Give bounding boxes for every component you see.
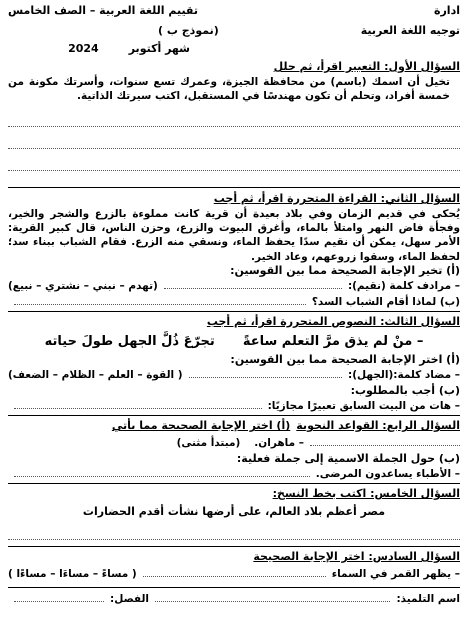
- q2-part-b-row: [8, 295, 460, 309]
- q4-convert-sentence: – الأطباء يساعدون المرضى.: [315, 468, 460, 481]
- q4-part-b: (ب) حول الجملة الاسمية إلى جملة فعلية:: [236, 452, 460, 466]
- q2-passage: يُحكى في قديم الزمان وفي بلاد بعيدة أن قرية كانت مملوءة بالزرع والشجر والخير، وفجأة فاض النهر وامتلأ بالماء، وأغرق البيوت والزرع، وحزن الناس، قال كبير القرية: الأمر سهل، يمكن أن نقيم سدًا يحفظ الماء، ونسقي منه الزرع. فقام الشباب ببناء سد؛ لحفظ الماء، وسقوا زروعهم، وعاد الخير.: [8, 208, 460, 263]
- q2-title: السؤال الثاني: القراءة المتحررة اقرأ، ثم أجب: [213, 192, 460, 206]
- answer-line[interactable]: [8, 528, 460, 540]
- q4-sentence: – ماهران.: [254, 437, 304, 450]
- figure-label: – هات من البيت السابق تعبيرًا مجازيًا:: [267, 400, 460, 413]
- divider: [8, 187, 460, 188]
- q3-antonym-row: [8, 368, 460, 382]
- q4-sentence-row: [8, 436, 460, 450]
- antonym-label: – مضاد كلمة:(الجهل):: [348, 369, 460, 382]
- figure-answer[interactable]: [14, 399, 262, 409]
- divider: [8, 587, 460, 588]
- q2-part-b: (ب) لماذا أقام الشباب السد؟: [311, 295, 460, 308]
- q3-part-b: (ب) أجب بالمطلوب:: [350, 384, 460, 398]
- header-top: [8, 4, 460, 20]
- q2-part-b-answer[interactable]: [14, 295, 306, 305]
- divider: [8, 311, 460, 312]
- admin-label: ادارة: [433, 4, 460, 17]
- q5-title: السؤال الخامس: اكتب بخط النسخ:: [272, 487, 460, 501]
- q4-convert-row: [8, 467, 460, 481]
- q2-part-a: (أ) تخير الإجابة الصحيحة مما بين القوسين:: [230, 263, 460, 277]
- q4-part-a: (أ) اختر الإجابة الصحيحة مما يأتي: [111, 419, 291, 433]
- answer-line[interactable]: [8, 115, 460, 127]
- q4-convert-answer[interactable]: [14, 467, 310, 477]
- q4-title: السؤال الرابع: القواعد النحوية: [296, 419, 460, 433]
- q3-part-a: (أ) اختر الإجابة الصحيحة مما بين القوسين:: [230, 353, 460, 367]
- verse-second-half: تجرّعَ ذُلَّ الجهل طولَ حياته: [44, 333, 215, 349]
- q1-text: تخيل أن اسمك (باسم) من محافظة الجيزة، وعمرك تسع سنوات، وأسرتك مكونة من خمسة أفراد، وتحلم أن تكون مهندسًا في المستقبل، اكتب سيرتك الذاتية.: [8, 75, 450, 103]
- antonym-answer[interactable]: [189, 368, 342, 378]
- q6-item-row: [8, 567, 460, 581]
- answer-line[interactable]: [8, 137, 460, 149]
- exam-title: تقييم اللغة العربية – الصف الخامس: [8, 4, 198, 17]
- q4-sentence-options: (مبتدأ مثنى): [176, 437, 241, 450]
- answer-line[interactable]: [8, 159, 460, 171]
- class-label: الفصل:: [110, 593, 150, 606]
- q3-figure-row: [8, 399, 460, 413]
- q6-answer[interactable]: [143, 567, 326, 577]
- divider: [8, 483, 460, 484]
- q6-title: السؤال السادس: اختر الإجابة الصحيحة: [253, 550, 460, 564]
- divider: [8, 546, 460, 547]
- q1-title: السؤال الأول: التعبير اقرأ، ثم حلل: [273, 60, 460, 73]
- q4-title-row: [8, 419, 460, 434]
- class-field[interactable]: [14, 592, 104, 602]
- q3-title: السؤال الثالث: النصوص المتحررة اقرأ، ثم أجب: [206, 314, 460, 328]
- footer-row: [8, 592, 460, 606]
- synonym-answer[interactable]: [164, 279, 342, 289]
- q5-text: مصر أعظم بلاد العالم، على أرضها نشأت أقدم الحضارات: [82, 505, 386, 519]
- q6-item: – يظهر القمر في السماء: [331, 567, 460, 580]
- antonym-options: ( القوة – العلم – الظلام – الضعف): [8, 369, 183, 382]
- year-label: 2024: [68, 42, 99, 55]
- student-name-label: اسم التلميذ:: [396, 593, 460, 606]
- q3-verse: [8, 333, 460, 351]
- divider: [8, 415, 460, 416]
- month-label: شهر أكتوبر: [128, 42, 190, 55]
- q4-sentence-blank[interactable]: [310, 436, 460, 446]
- verse-first-half: – منْ لم يذق مرَّ التعلم ساعةً: [242, 333, 424, 349]
- student-name-field[interactable]: [155, 592, 390, 602]
- header-row-3: [8, 42, 460, 58]
- synonym-options: (تهدم – نبني – نشتري – نبيع): [8, 279, 158, 292]
- supervision-label: توجيه اللغة العربية: [360, 24, 460, 37]
- model-label: (نموذج ب ): [158, 24, 219, 37]
- q6-options: ( مساءً – مساءَا – مساءًا ): [8, 567, 137, 580]
- q2-synonym-row: [8, 279, 460, 293]
- header-row-2: [8, 24, 460, 40]
- synonym-label: – مرادف كلمة (نقيم):: [347, 279, 460, 292]
